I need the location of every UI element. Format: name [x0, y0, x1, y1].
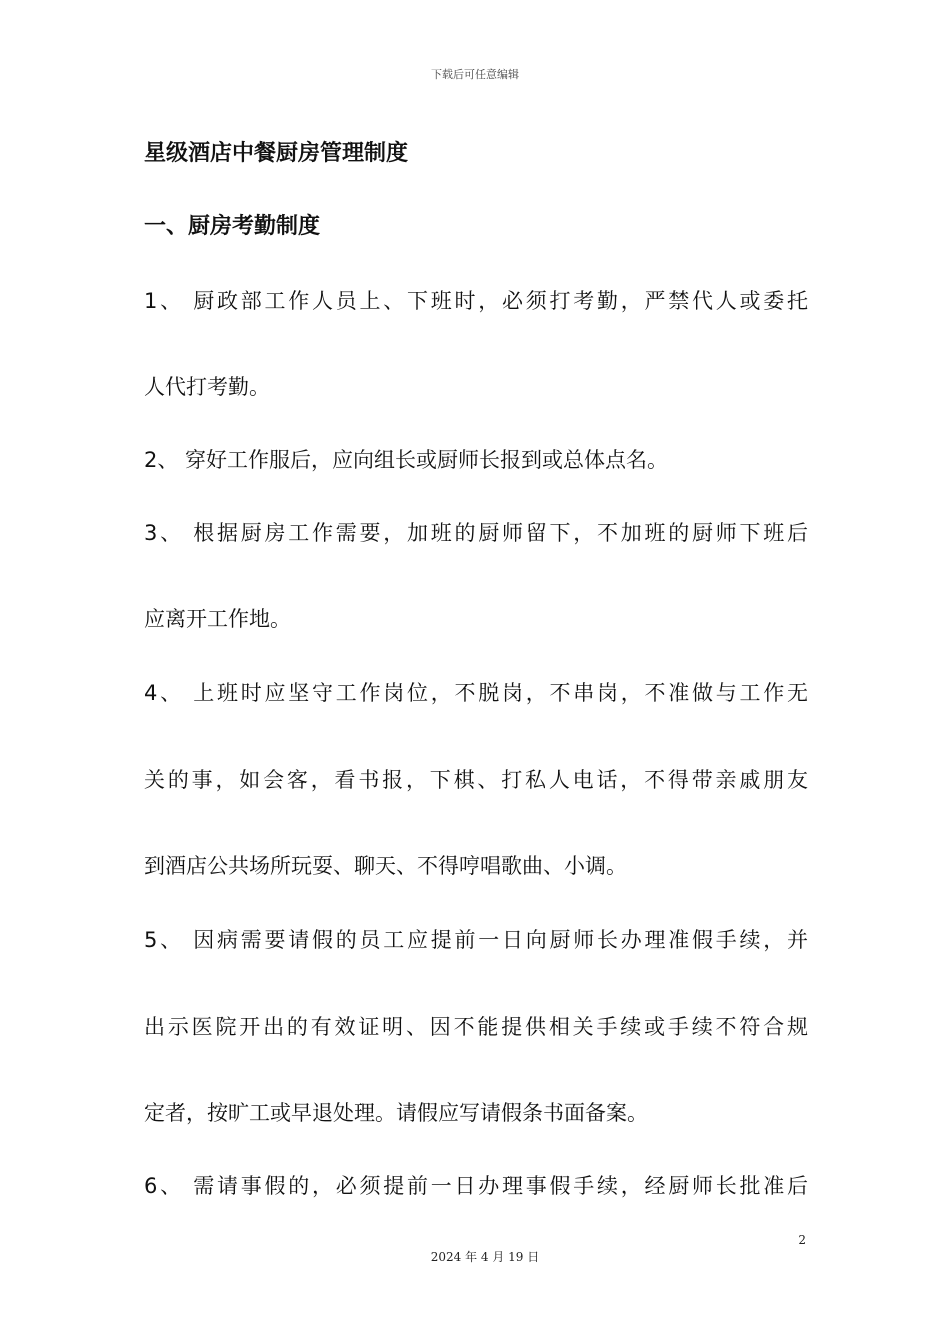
- paragraph-line: 人代打考勤。: [144, 375, 270, 399]
- paragraph-line: 4、 上班时应坚守工作岗位，不脱岗，不串岗，不准做与工作无: [144, 681, 808, 705]
- paragraph-line: 2、 穿好工作服后，应向组长或厨师长报到或总体点名。: [144, 448, 669, 472]
- footer-date: 2024 年 4 月 19 日: [430, 1250, 540, 1264]
- paragraph-line: 1、 厨政部工作人员上、下班时，必须打考勤，严禁代人或委托: [144, 289, 808, 313]
- paragraph-line: 6、 需请事假的，必须提前一日办理事假手续，经厨师长批准后: [144, 1174, 808, 1198]
- paragraph-line: 出示医院开出的有效证明、因不能提供相关手续或手续不符合规: [144, 1015, 808, 1039]
- paragraph-line: 3、 根据厨房工作需要，加班的厨师留下，不加班的厨师下班后: [144, 521, 808, 545]
- paragraph-line: 关的事，如会客，看书报，下棋、打私人电话，不得带亲戚朋友: [144, 768, 808, 792]
- paragraph-line: 到酒店公共场所玩耍、聊天、不得哼唱歌曲、小调。: [144, 854, 627, 878]
- paragraph-line: 定者，按旷工或早退处理。请假应写请假条书面备案。: [144, 1101, 648, 1125]
- page-number: 2: [798, 1233, 806, 1247]
- page-header-note: 下载后可任意编辑: [431, 68, 519, 81]
- section-heading: 一、厨房考勤制度: [144, 214, 321, 239]
- document-title: 星级酒店中餐厨房管理制度: [144, 141, 409, 166]
- paragraph-line: 应离开工作地。: [144, 607, 291, 631]
- paragraph-line: 5、 因病需要请假的员工应提前一日向厨师长办理准假手续，并: [144, 928, 808, 952]
